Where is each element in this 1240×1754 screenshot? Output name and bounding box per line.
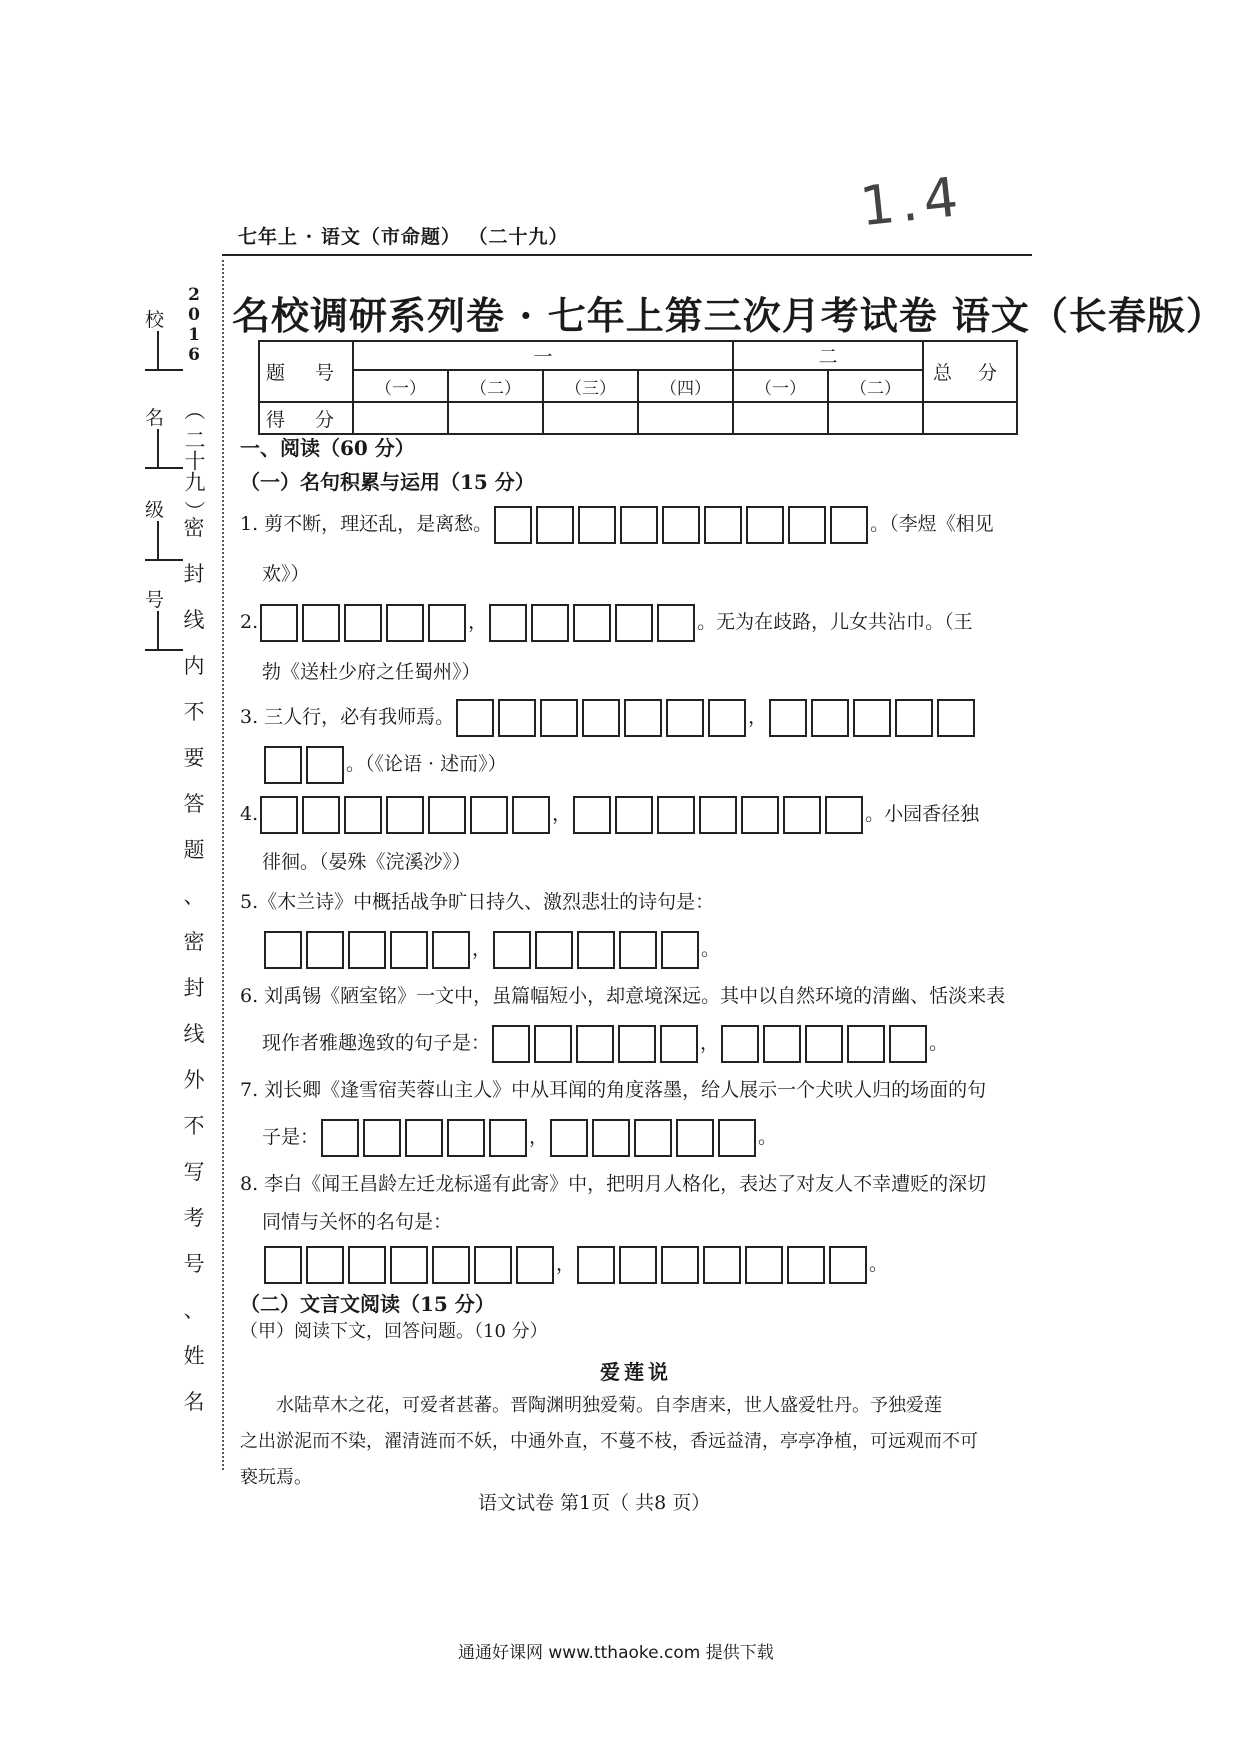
sub-header: （一） bbox=[733, 370, 828, 402]
question-2 bbox=[240, 603, 973, 642]
binding-strip bbox=[145, 285, 225, 1465]
answer-boxes[interactable] bbox=[264, 746, 344, 784]
question-3-cont bbox=[262, 745, 507, 784]
passage-line: 水陆草木之花，可爱者甚蕃。晋陶渊明独爱菊。自李唐来，世人盛爱牡丹。予独爱莲 bbox=[276, 1395, 942, 1416]
question-text: 2. bbox=[240, 611, 259, 633]
seal-char: 名 bbox=[183, 1390, 205, 1414]
seal-char: 姓 bbox=[183, 1344, 205, 1368]
seal-char: 封 bbox=[183, 976, 205, 1000]
question-text: 1. 剪不断，理还乱，是离愁。 bbox=[240, 513, 493, 535]
sub-header: （四） bbox=[638, 370, 733, 402]
series-header: 七年上 · 语文（市命题） （二十九） bbox=[238, 226, 569, 248]
total-label-cell: 总 分 bbox=[923, 341, 1017, 402]
seal-char: 题 bbox=[183, 838, 205, 862]
score-input-cell[interactable] bbox=[638, 402, 733, 434]
question-text: 。无为在歧路，儿女共沾巾。（王 bbox=[697, 611, 973, 633]
row-label-cell: 题 号 bbox=[259, 341, 353, 402]
answer-boxes[interactable] bbox=[456, 699, 746, 737]
seal-char: 内 bbox=[183, 654, 205, 678]
question-comma: ， bbox=[529, 1126, 549, 1148]
question-text: 子是： bbox=[262, 1126, 320, 1148]
question-text: 4. bbox=[240, 803, 259, 825]
question-4-source: 徘徊。（晏殊《浣溪沙》） bbox=[262, 851, 472, 873]
school-field bbox=[145, 305, 185, 332]
seal-char: 、 bbox=[183, 1298, 205, 1322]
question-1 bbox=[240, 505, 994, 544]
question-comma: ， bbox=[468, 611, 488, 633]
answer-boxes[interactable] bbox=[260, 796, 550, 834]
section-reading: 一、阅读（60 分） bbox=[240, 436, 415, 460]
question-6-answer bbox=[262, 1024, 948, 1063]
seal-char: 写 bbox=[183, 1160, 205, 1184]
download-credit: 通通好课网 www.tthaoke.com 提供下载 bbox=[458, 1643, 774, 1663]
answer-boxes[interactable] bbox=[260, 604, 466, 642]
answer-boxes[interactable] bbox=[721, 1025, 927, 1063]
seal-char: 密 bbox=[183, 930, 205, 954]
score-table bbox=[258, 340, 1018, 435]
question-2-source: 勃《送杜少府之任蜀州》） bbox=[262, 661, 481, 683]
question-text: 。 bbox=[701, 938, 721, 960]
score-label-cell: 得 分 bbox=[259, 402, 353, 434]
volume-paren-open: （ bbox=[182, 399, 206, 421]
question-7-answer bbox=[262, 1118, 777, 1157]
question-text: 现作者雅趣逸致的句子是： bbox=[262, 1032, 491, 1054]
score-input-cell[interactable] bbox=[448, 402, 543, 434]
question-5-answer bbox=[262, 930, 720, 969]
question-comma: ， bbox=[472, 938, 492, 960]
question-6: 6. 刘禹锡《陋室铭》一文中，虽篇幅短小，却意境深远。其中以自然环境的清幽、恬淡来表 bbox=[240, 985, 1006, 1007]
seal-char: 线 bbox=[183, 608, 205, 632]
sub-header: （一） bbox=[353, 370, 448, 402]
answer-boxes[interactable] bbox=[577, 1246, 867, 1284]
answer-boxes[interactable] bbox=[492, 1025, 698, 1063]
seal-dotted-line bbox=[222, 260, 224, 1470]
answer-boxes[interactable] bbox=[489, 604, 695, 642]
seal-warning bbox=[183, 505, 205, 1425]
seal-char: 要 bbox=[183, 746, 205, 770]
question-text: 。（李煜《相见 bbox=[870, 513, 994, 535]
seal-char: 号 bbox=[183, 1252, 205, 1276]
score-input-cell[interactable] bbox=[353, 402, 448, 434]
number-field bbox=[145, 585, 185, 612]
question-comma: ， bbox=[556, 1253, 576, 1275]
score-input-cell[interactable] bbox=[543, 402, 638, 434]
answer-boxes[interactable] bbox=[493, 931, 699, 969]
seal-char: 外 bbox=[183, 1068, 205, 1092]
answer-boxes[interactable] bbox=[321, 1119, 527, 1157]
answer-boxes[interactable] bbox=[264, 1246, 554, 1284]
question-7: 7. 刘长卿《逢雪宿芙蓉山主人》中从耳闻的角度落墨，给人展示一个犬吠人归的场面的句 bbox=[240, 1079, 987, 1101]
seal-char: 、 bbox=[183, 884, 205, 908]
sub-header: （二） bbox=[448, 370, 543, 402]
answer-boxes[interactable] bbox=[494, 506, 868, 544]
passage-title: 爱莲说 bbox=[600, 1360, 672, 1384]
page-footer: 语文试卷 第1页（ 共8 页） bbox=[478, 1492, 711, 1514]
passage-body bbox=[240, 1388, 1040, 1496]
name-label: 名 bbox=[145, 407, 165, 429]
question-comma: ， bbox=[700, 1032, 720, 1054]
question-5: 5.《木兰诗》中概括战争旷日持久、激烈悲壮的诗句是： bbox=[240, 891, 715, 913]
number-label: 号 bbox=[145, 589, 165, 611]
seal-char: 考 bbox=[183, 1206, 205, 1230]
passage-line: 之出淤泥而不染，濯清涟而不妖，中通外直，不蔓不枝，香远益清，亭亭净植，可远观而不可 bbox=[240, 1431, 978, 1452]
question-comma: ， bbox=[552, 803, 572, 825]
answer-boxes[interactable] bbox=[264, 931, 470, 969]
answer-boxes[interactable] bbox=[769, 699, 975, 737]
exam-title: 名校调研系列卷 · 七年上第三次月考试卷 语文（长春版） bbox=[232, 293, 1225, 338]
question-8-cont: 同情与关怀的名句是： bbox=[262, 1211, 453, 1233]
seal-char: 线 bbox=[183, 1022, 205, 1046]
seal-char: 密 bbox=[183, 516, 205, 540]
header-rule bbox=[222, 254, 1032, 256]
year-vertical bbox=[183, 285, 203, 365]
question-text: 3. 三人行，必有我师焉。 bbox=[240, 706, 455, 728]
answer-boxes[interactable] bbox=[550, 1119, 756, 1157]
sub-header: （三） bbox=[543, 370, 638, 402]
question-text: 。 bbox=[929, 1032, 949, 1054]
section-part2a: （甲）阅读下文，回答问题。（10 分） bbox=[240, 1321, 548, 1342]
seal-char: 封 bbox=[183, 562, 205, 586]
handwritten-score-mark: 1.4 bbox=[856, 164, 967, 239]
seal-char: 答 bbox=[183, 792, 205, 816]
score-input-cell[interactable] bbox=[828, 402, 923, 434]
volume-number: 二十九 bbox=[182, 429, 206, 492]
sub-header: （二） bbox=[828, 370, 923, 402]
section-part1: （一）名句积累与运用（15 分） bbox=[240, 470, 535, 494]
passage-line: 亵玩焉。 bbox=[240, 1467, 312, 1488]
total-score-cell[interactable] bbox=[923, 402, 1017, 434]
part2-header: 二 bbox=[733, 341, 923, 370]
question-8-answer bbox=[262, 1245, 888, 1284]
answer-boxes[interactable] bbox=[573, 796, 863, 834]
school-label: 校 bbox=[145, 309, 165, 331]
class-label: 级 bbox=[145, 499, 165, 521]
question-3 bbox=[240, 698, 977, 737]
seal-char: 不 bbox=[183, 700, 205, 724]
year-text: 2016 bbox=[184, 285, 204, 365]
question-4 bbox=[240, 795, 979, 834]
question-text: 。小园香径独 bbox=[865, 803, 980, 825]
question-8: 8. 李白《闻王昌龄左迁龙标遥有此寄》中，把明月人格化，表达了对友人不幸遭贬的深切 bbox=[240, 1173, 987, 1195]
volume-paren-close: ） bbox=[182, 500, 206, 522]
part1-header: 一 bbox=[353, 341, 733, 370]
question-text: 。（《论语 · 述而》） bbox=[346, 753, 507, 775]
question-1-source: 欢》） bbox=[262, 563, 310, 585]
question-text: 。 bbox=[869, 1253, 889, 1275]
question-comma: ， bbox=[748, 706, 768, 728]
section-part2: （二）文言文阅读（15 分） bbox=[240, 1292, 495, 1316]
score-input-cell[interactable] bbox=[733, 402, 828, 434]
question-text: 。 bbox=[758, 1126, 778, 1148]
seal-char: 不 bbox=[183, 1114, 205, 1138]
